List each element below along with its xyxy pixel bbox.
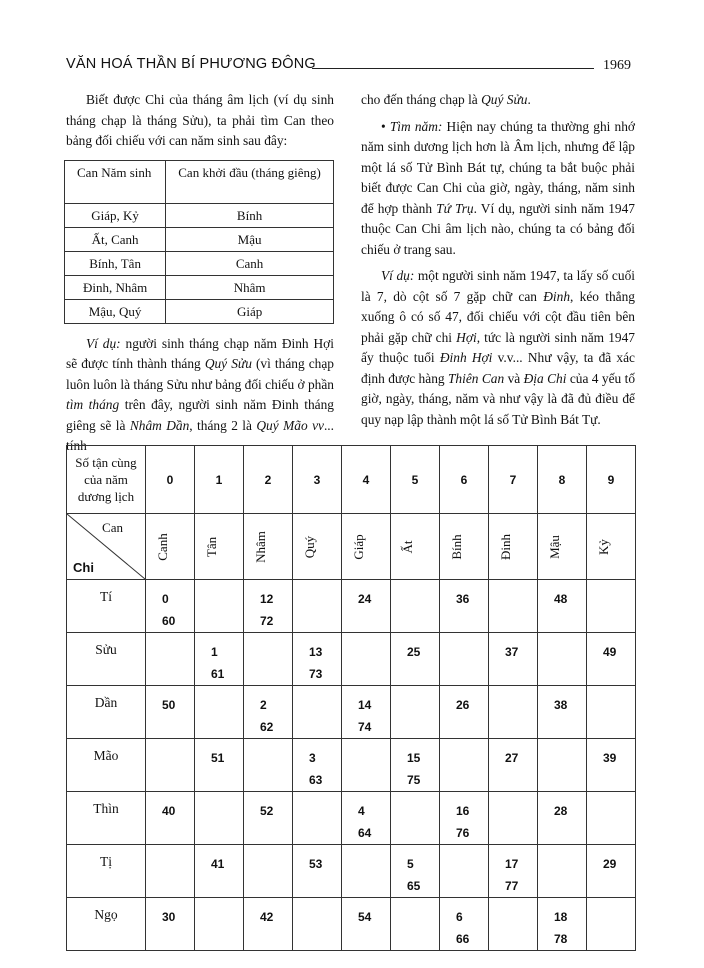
emphasis: Thiên Can xyxy=(447,370,505,386)
text-run: Hiện nay chúng ta thường ghi nhớ năm sinh dương lịch hơn là Âm lịch, nhưng để lập một lá số Tử Bình Bát tự, chúng ta bắt buộc phải biết được Can Chi của giờ, ngày, tháng, năm sinh để hợp thành xyxy=(361,118,635,216)
year-can-chi-table xyxy=(66,445,636,951)
year-cell xyxy=(587,686,636,739)
text-run: . Ví dụ, người sinh năm 1947 thuộc Can Chi âm lịch nào, chúng ta có bảng đối chiếu ở trang sau. xyxy=(361,200,635,257)
text-run: , tháng 2 là xyxy=(189,417,257,433)
year-cell: 12 72 xyxy=(244,580,293,633)
text-run: người sinh tháng chạp năm Đinh Hợi sẽ được tính thành tháng xyxy=(66,335,334,371)
year-cell xyxy=(195,580,244,633)
diagonal-header-cell xyxy=(67,514,146,580)
text-run: ... tính xyxy=(66,417,334,453)
digit-header-cell: 9 xyxy=(587,446,636,514)
emphasis: Quý Sửu xyxy=(204,356,252,371)
text-run: , kéo thẳng xuống ô có số 47, đối chiếu với cột đầu tiên bên phải gặp chữ chi xyxy=(361,288,635,345)
year-cell xyxy=(244,633,293,686)
year-cell xyxy=(146,845,195,898)
year-cell xyxy=(244,739,293,792)
year-cell: 48 xyxy=(538,580,587,633)
year-cell: 3 63 xyxy=(293,739,342,792)
emphasis: Quý Mão vv xyxy=(256,417,324,433)
table-cell: Giáp, Kỷ xyxy=(65,203,166,227)
table-row xyxy=(65,275,334,299)
table-row xyxy=(65,203,334,227)
year-cell xyxy=(440,633,489,686)
year-cell: 40 xyxy=(146,792,195,845)
can-label: Đinh xyxy=(498,533,513,560)
header-cell: Can Năm sinh xyxy=(65,160,166,203)
year-cell: 50 xyxy=(146,686,195,739)
can-header-cell xyxy=(538,514,587,580)
emphasis: Địa Chi xyxy=(523,370,567,386)
year-cell: 39 xyxy=(587,739,636,792)
table-row xyxy=(65,227,334,251)
year-cell: 6 66 xyxy=(440,898,489,951)
text-run: , tức là người sinh năm 1947 ấy thuộc tuổi xyxy=(361,329,635,365)
year-cell xyxy=(489,898,538,951)
year-cell: 25 xyxy=(391,633,440,686)
year-cell xyxy=(391,898,440,951)
table-cell: Canh xyxy=(166,251,334,275)
year-cell xyxy=(587,792,636,845)
digit-header-cell: 0 xyxy=(146,446,195,514)
chi-row-label: Mão xyxy=(67,739,146,792)
table-row xyxy=(67,898,636,951)
corner-label: Số tận cùng của năm dương lịch xyxy=(67,446,146,514)
text-run: của 4 yếu tố giờ, ngày, tháng, năm và như vậy là đã đủ điều để quy nạp lập thành một lá số Tử Bình Bát Tự. xyxy=(361,370,636,427)
text-run: . xyxy=(527,92,531,107)
year-cell: 29 xyxy=(587,845,636,898)
year-cell: 38 xyxy=(538,686,587,739)
year-cell: 2 62 xyxy=(244,686,293,739)
header-rule xyxy=(312,68,594,69)
book-title: VĂN HOÁ THẦN BÍ PHƯƠNG ĐÔNG xyxy=(66,56,316,72)
header-cell: Can khởi đầu (tháng giêng) xyxy=(166,160,334,203)
year-cell xyxy=(440,845,489,898)
can-axis-label: Can xyxy=(102,520,123,535)
can-label: Kỷ xyxy=(596,538,611,555)
year-cell xyxy=(293,580,342,633)
chi-row-label: Sửu xyxy=(67,633,146,686)
year-cell xyxy=(391,580,440,633)
year-cell xyxy=(342,739,391,792)
table-cell: Mậu xyxy=(166,227,334,251)
section-label: Tìm năm: xyxy=(389,118,443,134)
year-cell: 53 xyxy=(293,845,342,898)
year-cell xyxy=(538,845,587,898)
table-cell: Mậu, Quý xyxy=(65,299,166,323)
year-cell: 51 xyxy=(195,739,244,792)
year-cell xyxy=(587,580,636,633)
chi-row-label: Dần xyxy=(67,686,146,739)
table-cell: Đinh, Nhâm xyxy=(65,275,166,299)
year-cell xyxy=(195,792,244,845)
emphasis: Nhâm Dần xyxy=(129,417,190,433)
year-cell: 0 60 xyxy=(146,580,195,633)
year-cell xyxy=(195,686,244,739)
chi-row-label: Thìn xyxy=(67,792,146,845)
digit-header-cell: 2 xyxy=(244,446,293,514)
year-cell xyxy=(489,686,538,739)
year-cell xyxy=(342,633,391,686)
example-label: Ví dụ: xyxy=(381,268,415,283)
table-row xyxy=(65,299,334,323)
year-cell: 14 74 xyxy=(342,686,391,739)
can-header-cell xyxy=(342,514,391,580)
can-label: Giáp xyxy=(351,533,366,560)
example-label: Ví dụ: xyxy=(86,335,121,351)
table-cell: Bính xyxy=(166,203,334,227)
table-cell: Bính, Tân xyxy=(65,251,166,275)
digit-header-row xyxy=(67,446,636,514)
right-column xyxy=(361,90,635,430)
year-cell xyxy=(587,898,636,951)
example-1947-paragraph xyxy=(361,266,635,430)
page-number: 1969 xyxy=(603,58,631,73)
year-cell: 16 76 xyxy=(440,792,489,845)
year-cell xyxy=(440,739,489,792)
can-label: Tân xyxy=(204,536,219,557)
emphasis: Đinh xyxy=(543,288,571,304)
can-label: Quý xyxy=(302,535,317,558)
table-row xyxy=(67,580,636,633)
year-cell xyxy=(146,739,195,792)
chi-row-label: Tí xyxy=(67,580,146,633)
can-label: Ất xyxy=(400,540,415,553)
digit-header-cell: 3 xyxy=(293,446,342,514)
year-cell: 41 xyxy=(195,845,244,898)
digit-header-cell: 1 xyxy=(195,446,244,514)
year-cell xyxy=(391,686,440,739)
digit-header-cell: 7 xyxy=(489,446,538,514)
year-cell xyxy=(342,845,391,898)
table-row xyxy=(67,633,636,686)
year-cell: 24 xyxy=(342,580,391,633)
table-row xyxy=(65,251,334,275)
year-cell: 28 xyxy=(538,792,587,845)
can-label: Nhâm xyxy=(253,530,268,563)
emphasis: Quý Sửu xyxy=(481,92,528,107)
intro-paragraph: Biết được Chi của tháng âm lịch (ví dụ sinh tháng chạp là tháng Sửu), ta phải tìm Can theo bảng đối chiếu với can năm sinh sau đây: xyxy=(66,92,334,148)
can-header-cell xyxy=(244,514,293,580)
can-label: Canh xyxy=(155,532,170,561)
digit-header-cell: 6 xyxy=(440,446,489,514)
can-header-cell xyxy=(440,514,489,580)
year-cell xyxy=(293,898,342,951)
bullet: • xyxy=(381,118,390,134)
text-run: (vì tháng chạp luôn luôn là tháng Sửu như bảng đối chiếu ở phần xyxy=(66,356,334,392)
year-cell xyxy=(538,633,587,686)
chi-axis-label: Chi xyxy=(73,560,94,575)
year-cell: 37 xyxy=(489,633,538,686)
year-cell xyxy=(489,792,538,845)
example-paragraph xyxy=(66,334,334,457)
year-cell: 1 61 xyxy=(195,633,244,686)
can-header-cell xyxy=(293,514,342,580)
table-cell: Nhâm xyxy=(166,275,334,299)
chi-row-label: Tị xyxy=(67,845,146,898)
table-row xyxy=(67,739,636,792)
year-cell: 15 75 xyxy=(391,739,440,792)
find-year-paragraph xyxy=(361,117,635,261)
year-cell xyxy=(489,580,538,633)
table-cell: Ất, Canh xyxy=(65,227,166,251)
emphasis: tìm tháng xyxy=(66,397,120,412)
year-cell: 5 65 xyxy=(391,845,440,898)
text-run: trên đây, người sinh năm Đinh tháng giêng sẽ là xyxy=(66,397,335,433)
can-header-cell xyxy=(587,514,636,580)
year-cell xyxy=(146,633,195,686)
year-cell xyxy=(391,792,440,845)
text-run: và xyxy=(504,370,524,386)
year-cell xyxy=(244,845,293,898)
year-cell: 27 xyxy=(489,739,538,792)
emphasis: Đinh Hợi xyxy=(439,350,493,365)
text-run: v.v... Như vậy, ta đã xác định được hàng xyxy=(361,350,636,386)
year-cell: 26 xyxy=(440,686,489,739)
text-run: một người sinh năm 1947, ta lấy số cuối là 7, dò cột số 7 gặp chữ can xyxy=(361,268,635,304)
year-cell: 54 xyxy=(342,898,391,951)
digit-header-cell: 4 xyxy=(342,446,391,514)
year-cell xyxy=(293,686,342,739)
can-label: Mậu xyxy=(547,534,562,559)
year-cell xyxy=(538,739,587,792)
can-lookup-table xyxy=(64,160,334,324)
year-cell xyxy=(293,792,342,845)
year-cell: 42 xyxy=(244,898,293,951)
emphasis: Hợi xyxy=(456,329,477,345)
can-header-cell xyxy=(489,514,538,580)
emphasis: Tứ Trụ xyxy=(436,200,474,216)
can-header-row xyxy=(67,514,636,580)
digit-header-cell: 5 xyxy=(391,446,440,514)
can-header-cell xyxy=(195,514,244,580)
can-header-cell xyxy=(391,514,440,580)
continuation-paragraph xyxy=(361,90,635,111)
chi-row-label: Ngọ xyxy=(67,898,146,951)
digit-header-cell: 8 xyxy=(538,446,587,514)
year-cell: 36 xyxy=(440,580,489,633)
left-column xyxy=(66,90,334,457)
table-row xyxy=(67,792,636,845)
table-cell: Giáp xyxy=(166,299,334,323)
can-table-header xyxy=(65,160,334,203)
year-cell: 52 xyxy=(244,792,293,845)
year-cell xyxy=(195,898,244,951)
can-label: Bính xyxy=(449,533,464,560)
year-cell: 17 77 xyxy=(489,845,538,898)
table-row xyxy=(67,686,636,739)
year-cell: 13 73 xyxy=(293,633,342,686)
can-header-cell xyxy=(146,514,195,580)
text-run: cho đến tháng chạp là xyxy=(361,92,482,107)
year-cell: 49 xyxy=(587,633,636,686)
year-cell: 30 xyxy=(146,898,195,951)
year-cell: 4 64 xyxy=(342,792,391,845)
table-row xyxy=(67,845,636,898)
year-cell: 18 78 xyxy=(538,898,587,951)
